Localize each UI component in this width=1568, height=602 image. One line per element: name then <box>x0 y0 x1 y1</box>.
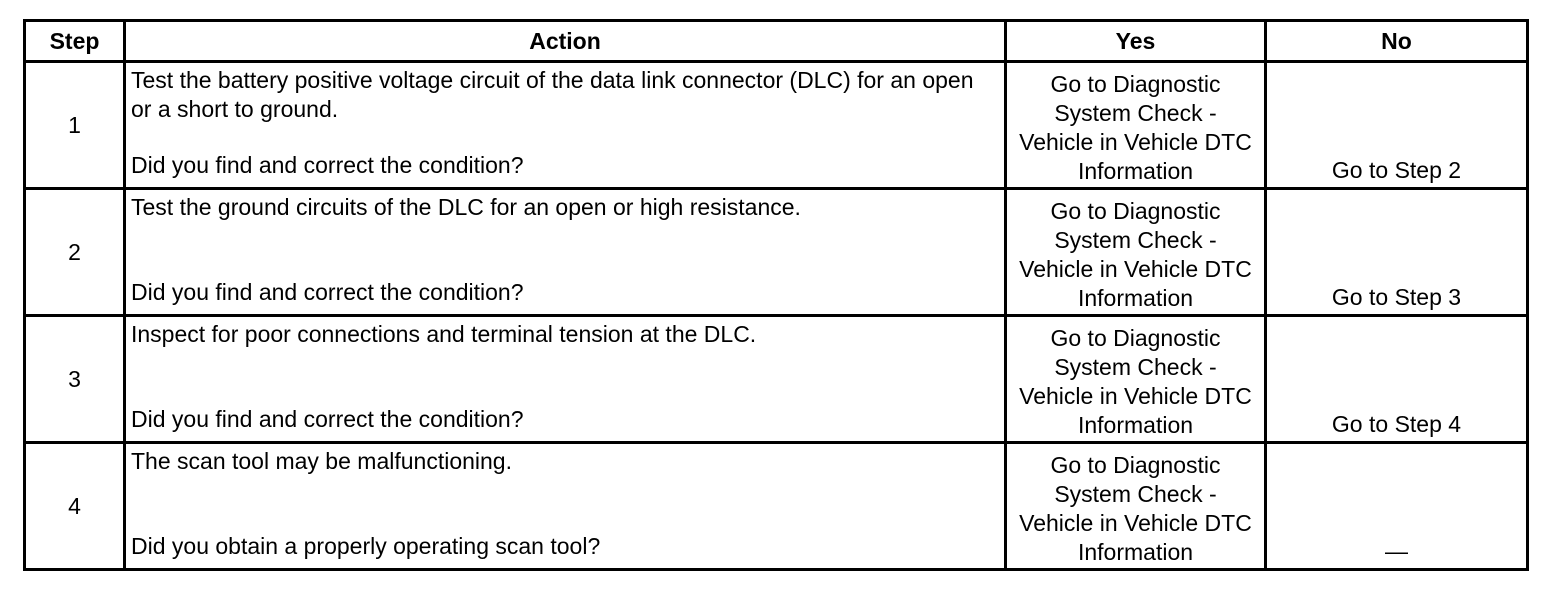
header-action: Action <box>125 21 1006 62</box>
table-row <box>25 443 1528 570</box>
yes-text: Go to Diagnostic System Check - Vehicle in Vehicle DTC Information <box>1019 198 1252 311</box>
header-row <box>25 21 1528 62</box>
yes-cell <box>1006 189 1266 316</box>
no-text: Go to Step 4 <box>1266 316 1528 443</box>
table-row <box>25 316 1528 443</box>
yes-cell <box>1006 316 1266 443</box>
action-question: Did you find and correct the condition? <box>131 406 524 432</box>
header-yes: Yes <box>1006 21 1266 62</box>
no-text: Go to Step 2 <box>1266 62 1528 189</box>
action-cell <box>125 316 1006 443</box>
action-cell <box>125 443 1006 570</box>
step-number: 1 <box>25 62 125 189</box>
action-question: Did you find and correct the condition? <box>131 152 524 178</box>
action-question: Did you find and correct the condition? <box>131 279 524 305</box>
action-cell <box>125 62 1006 189</box>
header-no: No <box>1266 21 1528 62</box>
yes-cell <box>1006 62 1266 189</box>
no-text: — <box>1266 443 1528 570</box>
table-row <box>25 189 1528 316</box>
step-number: 2 <box>25 189 125 316</box>
action-text: The scan tool may be malfunctioning. <box>131 448 512 474</box>
no-text: Go to Step 3 <box>1266 189 1528 316</box>
step-number: 3 <box>25 316 125 443</box>
yes-text: Go to Diagnostic System Check - Vehicle in Vehicle DTC Information <box>1019 325 1252 438</box>
yes-text: Go to Diagnostic System Check - Vehicle in Vehicle DTC Information <box>1019 452 1252 565</box>
action-cell <box>125 189 1006 316</box>
action-question: Did you obtain a properly operating scan tool? <box>131 533 601 559</box>
diagnostic-table <box>23 19 1529 571</box>
action-text: Inspect for poor connections and terminal tension at the DLC. <box>131 321 757 347</box>
action-text: Test the battery positive voltage circuit of the data link connector (DLC) for an open or a short to ground. <box>131 67 974 122</box>
yes-text: Go to Diagnostic System Check - Vehicle in Vehicle DTC Information <box>1019 71 1252 184</box>
header-step: Step <box>25 21 125 62</box>
yes-cell <box>1006 443 1266 570</box>
table-row <box>25 62 1528 189</box>
action-text: Test the ground circuits of the DLC for an open or high resistance. <box>131 194 801 220</box>
step-number: 4 <box>25 443 125 570</box>
